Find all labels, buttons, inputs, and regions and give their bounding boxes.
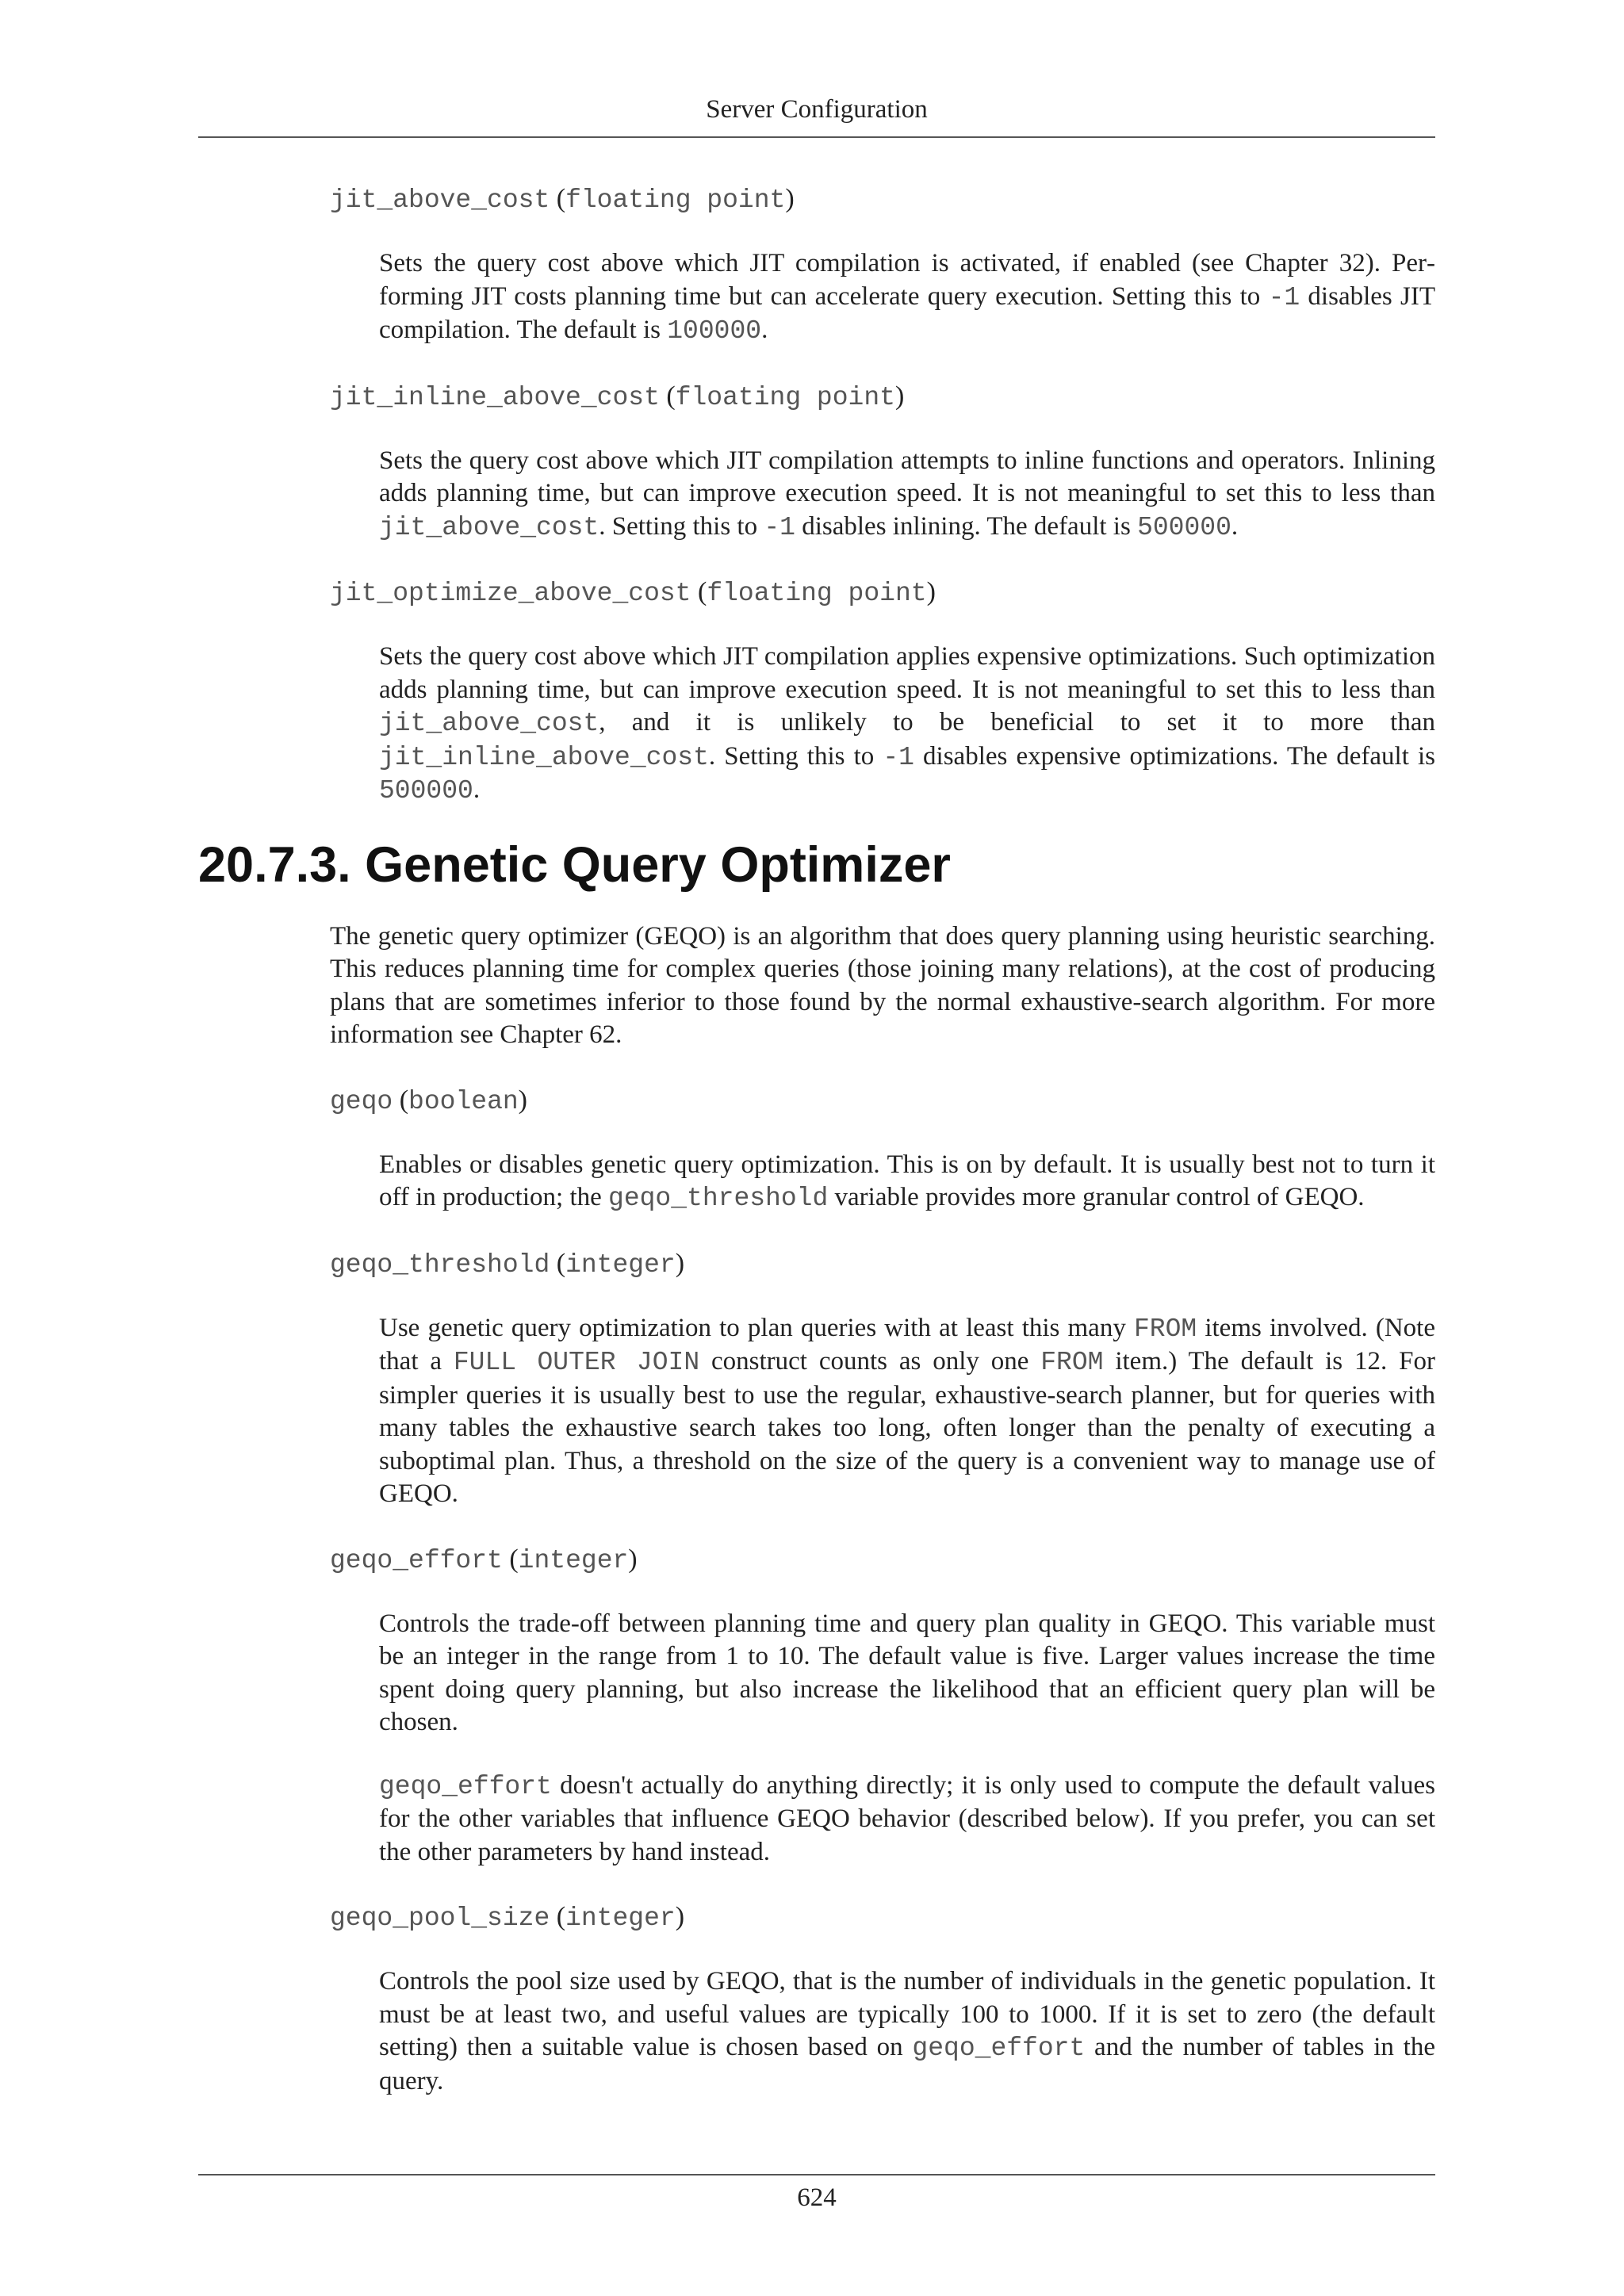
parameter-description bbox=[379, 247, 1435, 348]
inline-code: -1 bbox=[883, 742, 914, 772]
paren: ) bbox=[926, 577, 936, 607]
paren: ( bbox=[550, 184, 566, 213]
text-run: Sets the query cost above which JIT compilation applies expensive optimizations. Such optimization adds planning time, but can improve execution speed. It is not meaningful to set this to less than bbox=[379, 642, 1435, 704]
description-paragraph bbox=[379, 247, 1435, 348]
description-paragraph bbox=[379, 1149, 1435, 1215]
text-run: . Setting this to bbox=[599, 511, 764, 541]
text-run: and the number of tables in the query. bbox=[379, 2033, 1435, 2095]
jit-parameter-list bbox=[198, 182, 1435, 808]
paren: ( bbox=[659, 381, 676, 411]
description-paragraph bbox=[379, 1770, 1435, 1869]
inline-code: -1 bbox=[764, 512, 795, 542]
parameter-name: geqo_threshold bbox=[330, 1249, 550, 1280]
text-run: Controls the pool size used by GEQO, that is the number of individuals in the genetic population. It must be at least two, and useful values are typically 100 to 1000. If it is set to zero (the default setting) then a suitable value is chosen based on bbox=[379, 1967, 1435, 2061]
running-header: Server Configuration bbox=[706, 95, 928, 124]
text-run: . bbox=[1231, 511, 1239, 541]
parameter-term bbox=[330, 1247, 1435, 1282]
text-run: doesn't actually do anything directly; it is only used to compute the default values for the other variables that influence GEQO behavior (described below). If you prefer, you can set the other parameters by hand instead. bbox=[379, 1770, 1435, 1866]
parameter-type: floating point bbox=[565, 186, 786, 215]
text-run: Controls the trade-off between planning time and query plan quality in GEQO. This variable must be an integer in the range from 1 to 10. The default value is five. Larger values increase the time spent doing query planning, but also increase the likelihood that an efficient query plan will be chosen. bbox=[379, 1609, 1435, 1736]
description-paragraph bbox=[379, 1965, 1435, 2098]
text-run: items involved. (Note that a bbox=[379, 1313, 1435, 1376]
inline-code: -1 bbox=[1268, 282, 1300, 312]
inline-code: 500000 bbox=[379, 776, 473, 806]
parameter-description bbox=[379, 1149, 1435, 1215]
text-run: Sets the query cost above which JIT compilation attempts to inline functions and operators. Inlining adds planning time, but can improve execution speed. It is not meaningful to set this to less than bbox=[379, 446, 1435, 507]
text-run: disables expensive optimizations. The default is bbox=[914, 741, 1435, 771]
parameter-description bbox=[379, 1965, 1435, 2098]
inline-code: FULL OUTER JOIN bbox=[453, 1348, 700, 1377]
parameter-name: geqo bbox=[330, 1086, 393, 1116]
geqo-parameter-list bbox=[198, 1084, 1435, 2099]
description-paragraph bbox=[379, 1608, 1435, 1739]
inline-code: FROM bbox=[1040, 1348, 1104, 1377]
paren: ( bbox=[502, 1544, 519, 1574]
description-paragraph bbox=[379, 1312, 1435, 1511]
parameter-name: geqo_pool_size bbox=[330, 1904, 550, 1933]
description-paragraph bbox=[379, 641, 1435, 808]
parameter-type: floating point bbox=[675, 382, 895, 412]
parameter-type: boolean bbox=[408, 1086, 519, 1116]
text-run: construct counts as only one bbox=[699, 1347, 1041, 1376]
parameter-term bbox=[330, 182, 1435, 217]
parameter-term bbox=[330, 380, 1435, 415]
parameter-name: geqo_effort bbox=[330, 1545, 503, 1575]
parameter-type: integer bbox=[518, 1545, 629, 1575]
parameter-type: integer bbox=[565, 1249, 676, 1280]
paren: ) bbox=[628, 1544, 638, 1574]
parameter-term bbox=[330, 1543, 1435, 1578]
parameter-name: jit_optimize_above_cost bbox=[330, 579, 691, 608]
paren: ) bbox=[894, 381, 905, 411]
description-paragraph bbox=[379, 445, 1435, 545]
inline-code: jit_above_cost bbox=[379, 709, 599, 738]
inline-code: geqo_effort bbox=[912, 2034, 1086, 2063]
parameter-description bbox=[379, 1312, 1435, 1511]
parameter-name: jit_inline_above_cost bbox=[330, 382, 660, 412]
text-run: . bbox=[473, 775, 481, 804]
paren: ) bbox=[675, 1248, 685, 1278]
text-run: . bbox=[761, 316, 768, 344]
paren: ) bbox=[785, 184, 795, 213]
parameter-description bbox=[379, 445, 1435, 545]
text-run: Use genetic query optimization to plan queries with at least this many bbox=[379, 1313, 1134, 1342]
paren: ( bbox=[550, 1902, 566, 1931]
paren: ( bbox=[691, 577, 707, 607]
text-run: disables inlining. The default is bbox=[795, 511, 1138, 541]
text-run: variable provides more granular control of GEQO. bbox=[828, 1183, 1365, 1211]
parameter-term bbox=[330, 576, 1435, 610]
header-rule bbox=[198, 136, 1435, 138]
parameter-term bbox=[330, 1084, 1435, 1119]
parameter-type: integer bbox=[565, 1904, 676, 1933]
inline-code: jit_inline_above_cost bbox=[379, 742, 709, 772]
page-number: 624 bbox=[797, 2183, 837, 2212]
section-intro: The genetic query optimizer (GEQO) is an algorithm that does query planning using heuristic searching. This reduces planning time for complex queries (those joining many relations), at the cost of producing plans that are sometimes inferior to those found by the normal exhaustive-search algorithm. For more information see Chapter 62. bbox=[330, 921, 1435, 1049]
text-run: disables JIT compilation. The default is bbox=[379, 281, 1435, 344]
parameter-description bbox=[379, 1608, 1435, 1869]
section-heading: 20.7.3. Genetic Query Optimizer bbox=[198, 836, 951, 893]
inline-code: geqo_effort bbox=[379, 1771, 552, 1801]
footer-rule bbox=[198, 2174, 1435, 2175]
text-run: , and it is unlikely to be beneficial to set it to more than bbox=[599, 708, 1435, 737]
paren: ) bbox=[518, 1085, 527, 1115]
page-content bbox=[198, 182, 1435, 2098]
text-run: Sets the query cost above which JIT compilation is activated, if enabled (see Chapter 32). Performing JIT costs planning time but can accelerate query execution. Setting this to bbox=[379, 249, 1435, 311]
parameter-term bbox=[330, 1900, 1435, 1935]
inline-code: jit_above_cost bbox=[379, 512, 599, 542]
text-run: item.) The default is 12. For simpler queries it is usually best to use the regular, exhaustive-search planner, but for queries with many tables the exhaustive search takes too long, often longer than the penalty of executing a suboptimal plan. Thus, a threshold on the size of the query is a convenient way to manage use of GEQO. bbox=[379, 1347, 1435, 1508]
parameter-name: jit_above_cost bbox=[330, 186, 550, 215]
text-run: Enables or disables genetic query optimization. This is on by default. It is usually best not to turn it off in production; the bbox=[379, 1150, 1435, 1211]
parameter-description bbox=[379, 641, 1435, 808]
text-run: . Setting this to bbox=[708, 741, 883, 771]
paren: ( bbox=[550, 1248, 566, 1278]
inline-code: geqo_threshold bbox=[608, 1184, 829, 1213]
inline-code: 500000 bbox=[1137, 512, 1231, 542]
paren: ( bbox=[393, 1085, 409, 1115]
inline-code: FROM bbox=[1133, 1314, 1197, 1344]
inline-code: 100000 bbox=[667, 316, 762, 346]
parameter-type: floating point bbox=[707, 579, 927, 608]
paren: ) bbox=[675, 1902, 685, 1931]
